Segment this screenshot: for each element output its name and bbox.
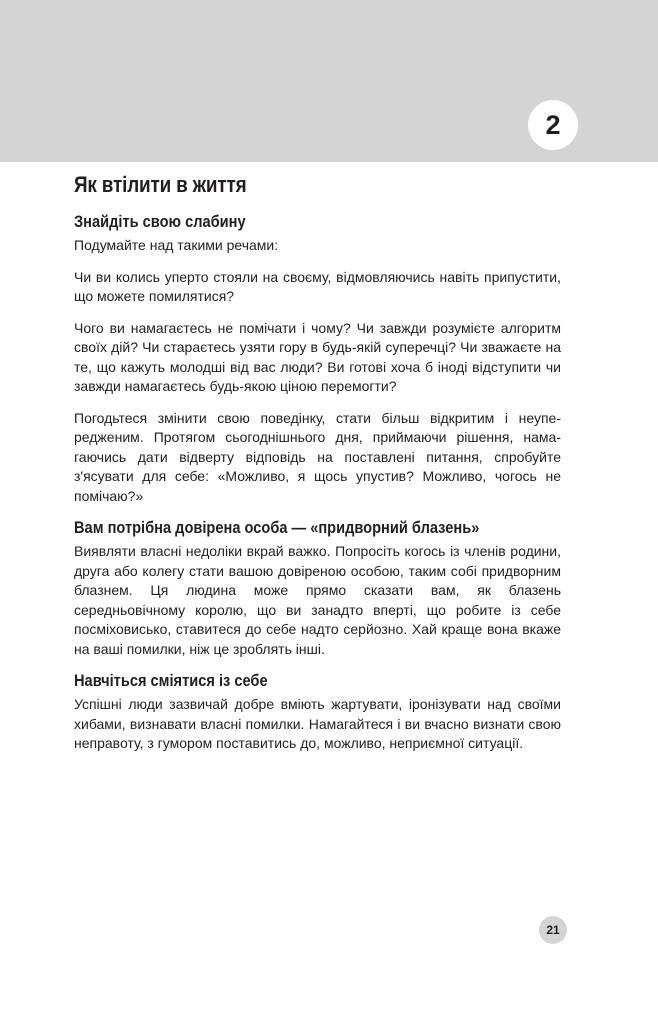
paragraph: Чи ви колись уперто стояли на своєму, відмовляючись навіть припустити, що можете помилятися? (74, 268, 561, 304)
paragraph: Успішні люди зазвичай добре вміють жартувати, іронізувати над своїми хибами, визнавати власні помилки. Намагайтеся і ви вчасно визнати свою неправоту, з гумором поставитись до, можливо, неприємної ситуації. (74, 696, 561, 751)
paragraph: Виявляти власні недоліки вкрай важко. Попросіть когось із членів родини, друга або колегу стати вашою довіреною особою, таким собі придворним блазнем. Ця людина може прямо сказати вам, як блазень середньовічному королю, що ви занадто вперті, що робите із себе посміховисько, ставитеся до себе надто серйозно. Хай краще вона вкаже на ваші помилки, ніж це зроблять інші. (74, 543, 561, 657)
paragraph: Подумайте над такими речами: (74, 237, 279, 253)
section-title: Знайдіть свою слабину (74, 212, 246, 231)
section-laugh (74, 671, 561, 754)
page-content (74, 172, 561, 766)
paragraph: Погодьтеся змінити свою поведінку, стати більш відкритим і неупередженим. Протягом сьогоднішнього дня, приймаючи рішення, намагаючись дати відверту відповідь на поставлені питання, спробуйте з'ясувати для себе: «Можливо, я щось упустив? Можливо, чогось не помічаю?» (74, 409, 561, 504)
section-title: Вам потрібна довірена особа — «придворний блазень» (74, 518, 480, 537)
section-jester (74, 518, 561, 659)
section-title: Навчіться сміятися із себе (74, 671, 268, 690)
paragraph: Чого ви намагаєтесь не помічати і чому? Чи завжди розумієте алгоритм своїх дій? Чи стараєтесь узяти гору в будь-якій суперечці? Чи зважаєте на те, що кажуть молодші від вас люди? Ви готові хоча б іноді відступити чи завжди намагаєтесь будь-якою ціною перемогти? (74, 319, 561, 394)
page-heading: Як втілити в життя (74, 172, 247, 197)
page-number-badge: 21 (539, 916, 567, 944)
chapter-number-badge: 2 (528, 100, 578, 150)
section-weakness (74, 212, 561, 506)
